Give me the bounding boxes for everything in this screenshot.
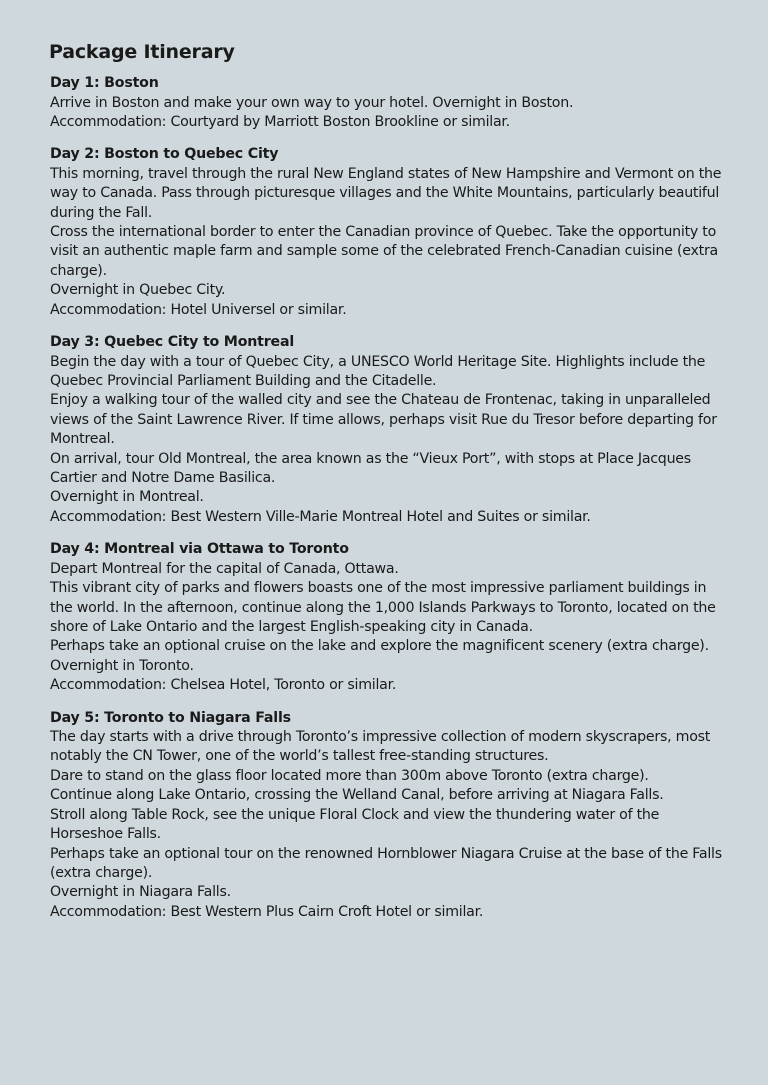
day-overnight: Overnight in Quebec City.: [50, 282, 226, 299]
day-overnight: Overnight in Niagara Falls.: [50, 884, 231, 901]
day-paragraph: Enjoy a walking tour of the walled city and see the Chateau de Frontenac, taking in unparalleled views of the Saint Lawrence River. If time allows, perhaps visit Rue du Tresor before departing for Montreal.: [50, 392, 717, 448]
day-3-section: [50, 333, 728, 527]
day-paragraph: Continue along Lake Ontario, crossing the Welland Canal, before arriving at Niagara Falls.: [50, 787, 664, 804]
day-overnight: Overnight in Toronto.: [50, 657, 194, 674]
day-heading: Day 1: Boston: [50, 75, 159, 91]
day-accommodation: Accommodation: Courtyard by Marriott Boston Brookline or similar.: [50, 113, 510, 130]
day-4-section: [50, 540, 728, 695]
day-paragraph: Cross the international border to enter the Canadian province of Quebec. Take the opportunity to visit an authentic maple farm and sample some of the celebrated French-Canadian cuisine (extra charge).: [50, 224, 718, 279]
day-paragraph: Dare to stand on the glass floor located more than 300m above Toronto (extra charge).: [50, 767, 649, 784]
day-5-section: [50, 709, 728, 923]
day-overnight: Overnight in Montreal.: [50, 489, 204, 506]
day-paragraph: This vibrant city of parks and flowers boasts one of the most impressive parliament buildings in the world. In the afternoon, continue along the 1,000 Islands Parkways to Toronto, located on the shore of Lake Ontario and the largest English-speaking city in Canada.: [50, 580, 716, 635]
page-title: Package Itinerary: [49, 41, 235, 63]
day-heading: Day 5: Toronto to Niagara Falls: [50, 709, 291, 726]
day-paragraph: Depart Montreal for the capital of Canada, Ottawa.: [50, 560, 399, 577]
day-paragraph: Perhaps take an optional tour on the renowned Hornblower Niagara Cruise at the base of the Falls (extra charge).: [50, 845, 722, 881]
day-paragraph: On arrival, tour Old Montreal, the area known as the “Vieux Port”, with stops at Place Jacques Cartier and Notre Dame Basilica.: [50, 450, 691, 486]
day-paragraph: Begin the day with a tour of Quebec City, a UNESCO World Heritage Site. Highlights include the Quebec Provincial Parliament Building and the Citadelle.: [50, 353, 706, 389]
day-paragraph: Perhaps take an optional cruise on the lake and explore the magnificent scenery (extra charge).: [50, 638, 709, 655]
day-paragraph: The day starts with a drive through Toronto’s impressive collection of modern skyscrapers, most notably the CN Tower, one of the world’s tallest free-standing structures.: [50, 729, 711, 765]
day-accommodation: Accommodation: Hotel Universel or similar.: [50, 301, 347, 318]
day-accommodation: Accommodation: Chelsea Hotel, Toronto or similar.: [50, 677, 397, 694]
itinerary-days: [50, 74, 728, 922]
day-heading: Day 4: Montreal via Ottawa to Toronto: [50, 541, 349, 558]
day-paragraph: Stroll along Table Rock, see the unique Floral Clock and view the thundering water of the Horseshoe Falls.: [50, 806, 660, 843]
day-heading: Day 2: Boston to Quebec City: [50, 146, 279, 163]
day-accommodation: Accommodation: Best Western Plus Cairn Croft Hotel or similar.: [50, 903, 484, 920]
day-paragraph: This morning, travel through the rural New England states of New Hampshire and Vermont on the way to Canada. Pass through picturesque villages and the White Mountains, particularly beautiful during the Fall.: [50, 165, 722, 221]
day-accommodation: Accommodation: Best Western Ville-Marie Montreal Hotel and Suites or similar.: [50, 508, 591, 525]
day-1-section: [50, 74, 728, 132]
day-2-section: [50, 145, 728, 320]
day-heading: Day 3: Quebec City to Montreal: [50, 334, 295, 351]
day-paragraph: Arrive in Boston and make your own way to your hotel. Overnight in Boston.: [50, 94, 574, 111]
